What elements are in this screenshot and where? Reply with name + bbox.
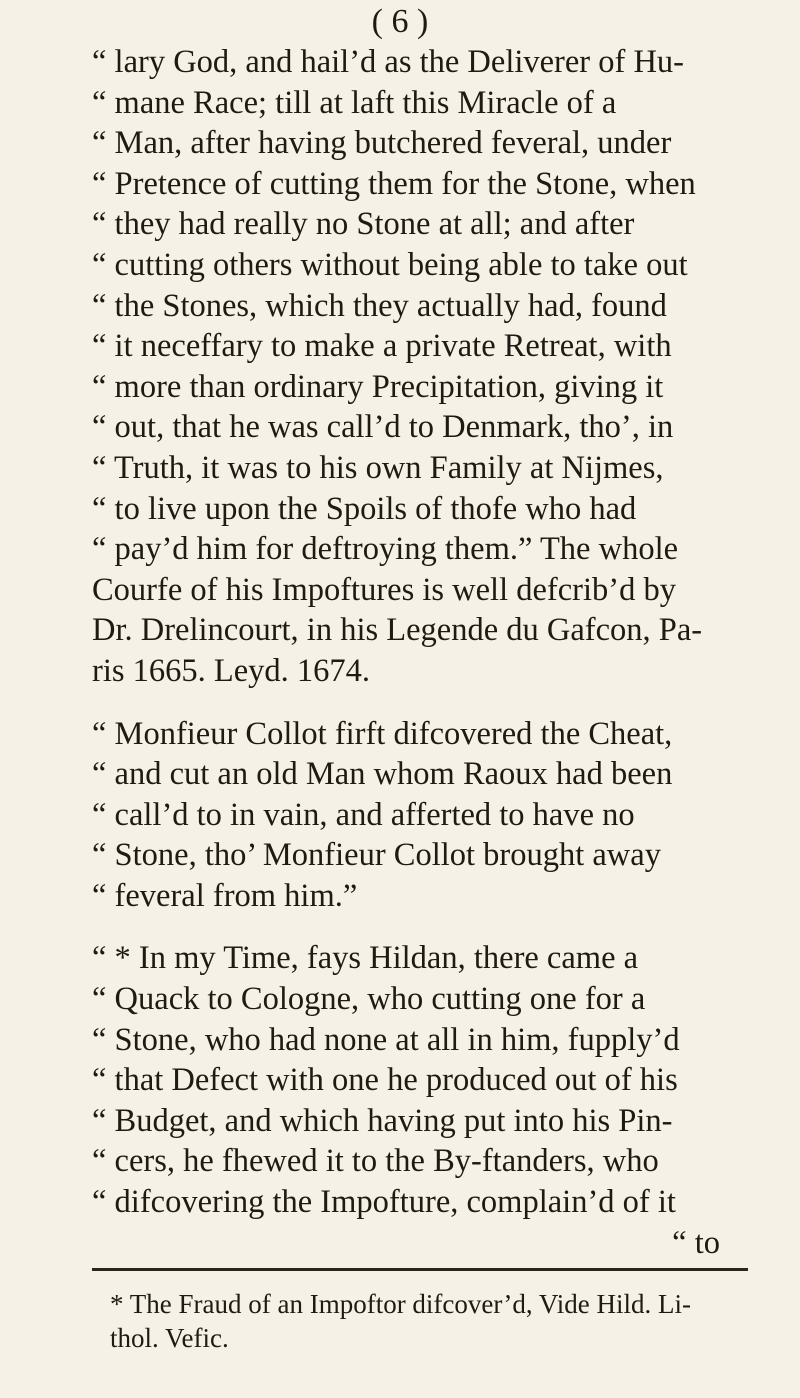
text-line: Dr. Drelincourt, in his Legende du Gafcon, Pa- bbox=[92, 612, 703, 649]
text-line: “ * In my Time, fays Hildan, there came a bbox=[92, 940, 639, 977]
paragraph-1 bbox=[92, 42, 720, 692]
text-line: “ mane Race; till at laft this Miracle of a bbox=[92, 84, 617, 121]
text-line: “ lary God, and hail’d as the Deliverer of Hu- bbox=[92, 44, 684, 80]
text-line: “ that Defect with one he produced out of his bbox=[92, 1062, 678, 1099]
text-line: “ Pretence of cutting them for the Stone, when bbox=[92, 165, 696, 202]
catchword: “ to bbox=[672, 1224, 720, 1261]
text-line: “ pay’d him for deftroying them.” The whole bbox=[92, 531, 679, 568]
text-line: “ more than ordinary Precipitation, giving it bbox=[92, 368, 664, 405]
text-line: “ Budget, and which having put into his Pin- bbox=[92, 1102, 673, 1139]
text-line: “ they had really no Stone at all; and after bbox=[92, 206, 635, 243]
text-line: “ out, that he was call’d to Denmark, tho’, in bbox=[92, 409, 674, 446]
text-line: “ cers, he fhewed it to the By-ftanders, who bbox=[92, 1143, 659, 1180]
text-line: “ Man, after having butchered feveral, under bbox=[92, 125, 672, 162]
body-text bbox=[92, 42, 720, 1263]
text-line: “ call’d to in vain, and afferted to have no bbox=[92, 796, 635, 833]
text-line: “ Quack to Cologne, who cutting one for a bbox=[92, 981, 646, 1018]
text-line: ris 1665. Leyd. 1674. bbox=[92, 652, 371, 689]
text-line: “ difcovering the Impofture, complain’d of it bbox=[92, 1184, 676, 1221]
text-line: “ and cut an old Man whom Raoux had been bbox=[92, 756, 673, 793]
text-line: “ Monfieur Collot firft difcovered the Cheat, bbox=[92, 715, 673, 752]
footnote-line: * The Fraud of an Impoftor difcover’d, Vide Hild. Li- bbox=[110, 1289, 691, 1319]
footnote-rule bbox=[92, 1268, 748, 1271]
text-line: “ feveral from him.” bbox=[92, 877, 358, 914]
text-line: “ cutting others without being able to take out bbox=[92, 246, 688, 283]
footnote-line: thol. Vefic. bbox=[110, 1323, 229, 1353]
text-line: “ it neceffary to make a private Retreat, with bbox=[92, 328, 672, 365]
page-number: ( 6 ) bbox=[371, 3, 429, 40]
footnote bbox=[110, 1287, 750, 1355]
text-line: “ Truth, it was to his own Family at Nijmes, bbox=[92, 449, 664, 486]
text-line: “ to live upon the Spoils of thofe who had bbox=[92, 490, 637, 527]
text-line: Courfe of his Impoftures is well defcrib’d by bbox=[92, 571, 676, 608]
text-line: “ the Stones, which they actually had, found bbox=[92, 287, 667, 324]
text-line: “ Stone, who had none at all in him, fupply’d bbox=[92, 1021, 680, 1058]
paragraph-2 bbox=[92, 714, 720, 917]
text-line: “ Stone, tho’ Monfieur Collot brought away bbox=[92, 837, 661, 874]
paragraph-3 bbox=[92, 938, 720, 1263]
